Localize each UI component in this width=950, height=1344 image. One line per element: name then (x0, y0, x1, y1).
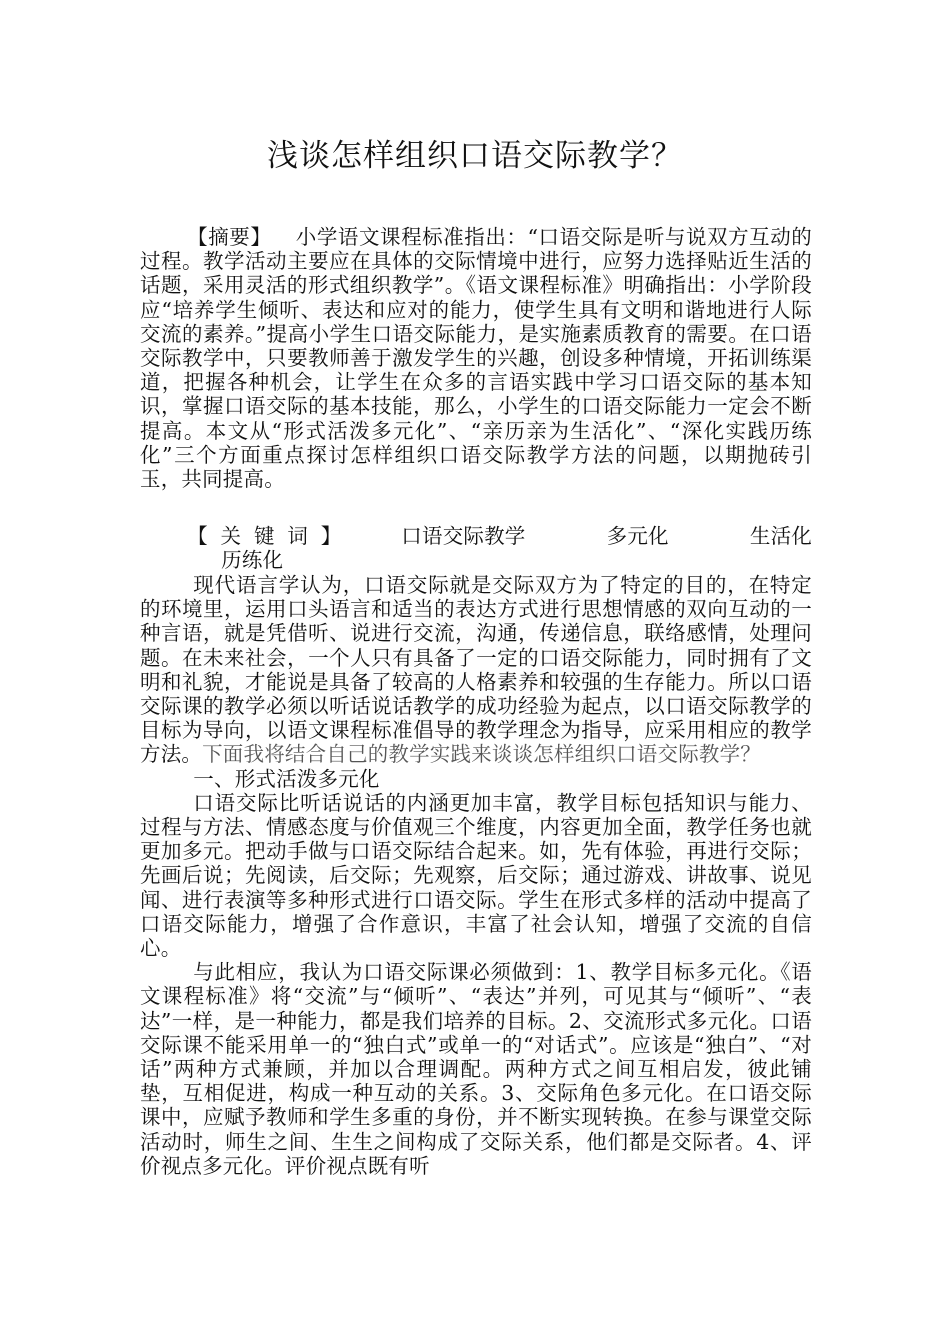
keywords-section (140, 524, 812, 572)
section-heading-1: 一、形式活泼多元化 (193, 766, 380, 791)
intro-paragraph (140, 573, 812, 767)
body-paragraph-1: 口语交际比听话说话的内涵更加丰富，教学目标包括知识与能力、过程与方法、情感态度与价值观三个维度，内容更加全面，教学任务也就更加多元。把动手做与口语交际结合起来。如，先有体验，再进行交际；先画后说；先阅读，后交际；先观察，后交际；通过游戏、讲故事、说见闻、进行表演等多种形式进行口语交际。学生在形式多样的活动中提高了口语交际能力，增强了合作意识，丰富了社会认知，增强了交流的自信心。 (140, 790, 812, 961)
keyword-item: 历练化 (221, 548, 284, 573)
intro-gray-text: 下面我将结合自己的教学实践来谈谈怎样组织口语交际教学？ (202, 742, 762, 767)
keyword-item: 生活化 (749, 524, 812, 548)
body-paragraph-2: 与此相应，我认为口语交际课必须做到：1、教学目标多元化。《语文课程标准》将“交流”与“倾听”、“表达”并列，可见其与“倾听”、“表达”一样，是一种能力，都是我们培养的目标。2、交流形式多元化。口语交际课不能采用单一的“独白式”或单一的“对话式”。应该是“独白”、“对话”两种方式兼顾，并加以合理调配。两种方式之间互相启发，彼此铺垫，互相促进，构成一种互动的关系。3、交际角色多元化。在口语交际课中，应赋予教师和学生多重的身份，并不断实现转换。在参与课堂交际活动时，师生之间、生生之间构成了交际关系，他们都是交际者。4、评价视点多元化。评价视点既有听 (140, 960, 812, 1178)
keyword-item: 多元化 (606, 524, 669, 548)
abstract-label: 【摘要】 (187, 225, 272, 249)
keyword-item: 口语交际教学 (401, 524, 526, 548)
body-section (140, 573, 812, 1178)
keywords-line (140, 524, 812, 572)
keywords-label: 【关键词】 (187, 524, 355, 548)
abstract-paragraph (140, 225, 812, 491)
abstract-text: 小学语文课程标准指出：“口语交际是听与说双方互动的过程。教学活动主要应在具体的交际情境中进行，应努力选择贴近生活的话题，采用灵活的形式组织教学”。《语文课程标准》明确指出：小学阶段应“培养学生倾听、表达和应对的能力，使学生具有文明和谐地进行人际交流的素养。”提高小学生口语交际能力，是实施素质教育的需要。在口语交际教学中，只要教师善于激发学生的兴趣，创设多种情境，开拓训练渠道，把握各种机会，让学生在众多的言语实践中学习口语交际的基本知识，掌握口语交际的基本技能，那么，小学生的口语交际能力一定会不断提高。本文从“形式活泼多元化”、“亲历亲为生活化”、“深化实践历练化”三个方面重点探讨怎样组织口语交际教学方法的问题，以期抛砖引玉，共同提高。 (140, 225, 812, 492)
document-title: 浅谈怎样组织口语交际教学？ (267, 138, 683, 174)
intro-main-text: 现代语言学认为，口语交际就是交际双方为了特定的目的，在特定的环境里，运用口头语言和适当的表达方式进行思想情感的双向互动的一种言语，就是凭借听、说进行交流，沟通，传递信息，联络感情，处理问题。在未来社会，一个人只有具备了一定的口语交际能力，同时拥有了文明和礼貌，才能说是具备了较高的人格素养和较强的生存能力。所以口语交际课的教学必须以听话说话教学的成功经验为起点，以口语交际教学的目标为导向，以语文课程标准倡导的教学理念为指导，应采用相应的教学方法。 (140, 573, 812, 767)
abstract-section (140, 225, 812, 491)
